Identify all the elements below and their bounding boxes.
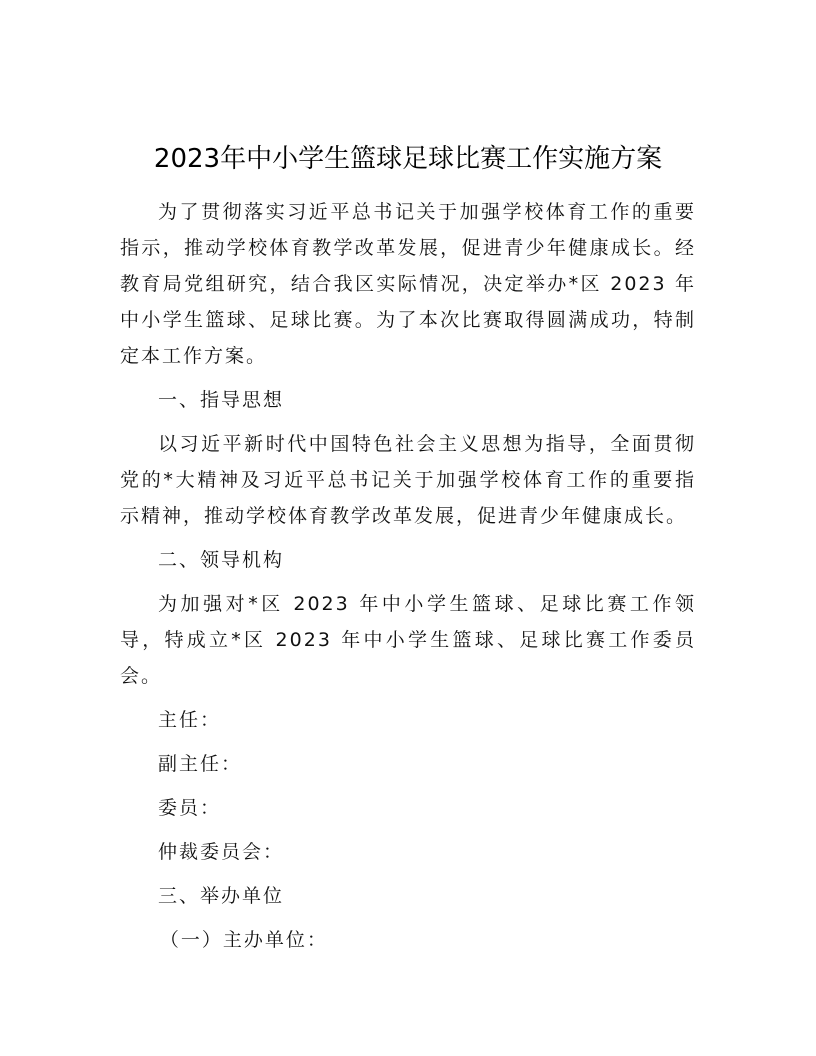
section-heading-leadership: 二、领导机构: [158, 549, 285, 571]
section-heading-guiding-ideology: 一、指导思想: [158, 389, 285, 411]
guiding-ideology-paragraph: 以习近平新时代中国特色社会主义思想为指导，全面贯彻党的*大精神及习近平总书记关于加强学校体育工作的重要指示精神，推动学校体育教学改革发展，促进青少年健康成长。: [120, 433, 696, 527]
deputy-director-line: 副主任：: [158, 753, 243, 775]
host-unit-line: （一）主办单位：: [159, 929, 328, 951]
intro-paragraph: 为了贯彻落实习近平总书记关于加强学校体育工作的重要指示，推动学校体育教学改革发展，促进青少年健康成长。经教育局党组研究，结合我区实际情况，决定举办*区 2023 年中小学生篮球、足球比赛。为了本次比赛取得圆满成功，特制定本工作方案。: [120, 201, 696, 367]
document-body: [120, 194, 696, 966]
leadership-paragraph: 为加强对*区 2023 年中小学生篮球、足球比赛工作领导，特成立*区 2023 年中小学生篮球、足球比赛工作委员会。: [120, 593, 696, 687]
arbitration-committee-line: 仲裁委员会：: [158, 841, 285, 863]
members-line: 委员：: [158, 797, 222, 819]
document-title: 2023年中小学生篮球足球比赛工作实施方案: [153, 144, 663, 174]
director-line: 主任：: [158, 709, 222, 731]
section-heading-organizers: 三、举办单位: [158, 885, 285, 907]
